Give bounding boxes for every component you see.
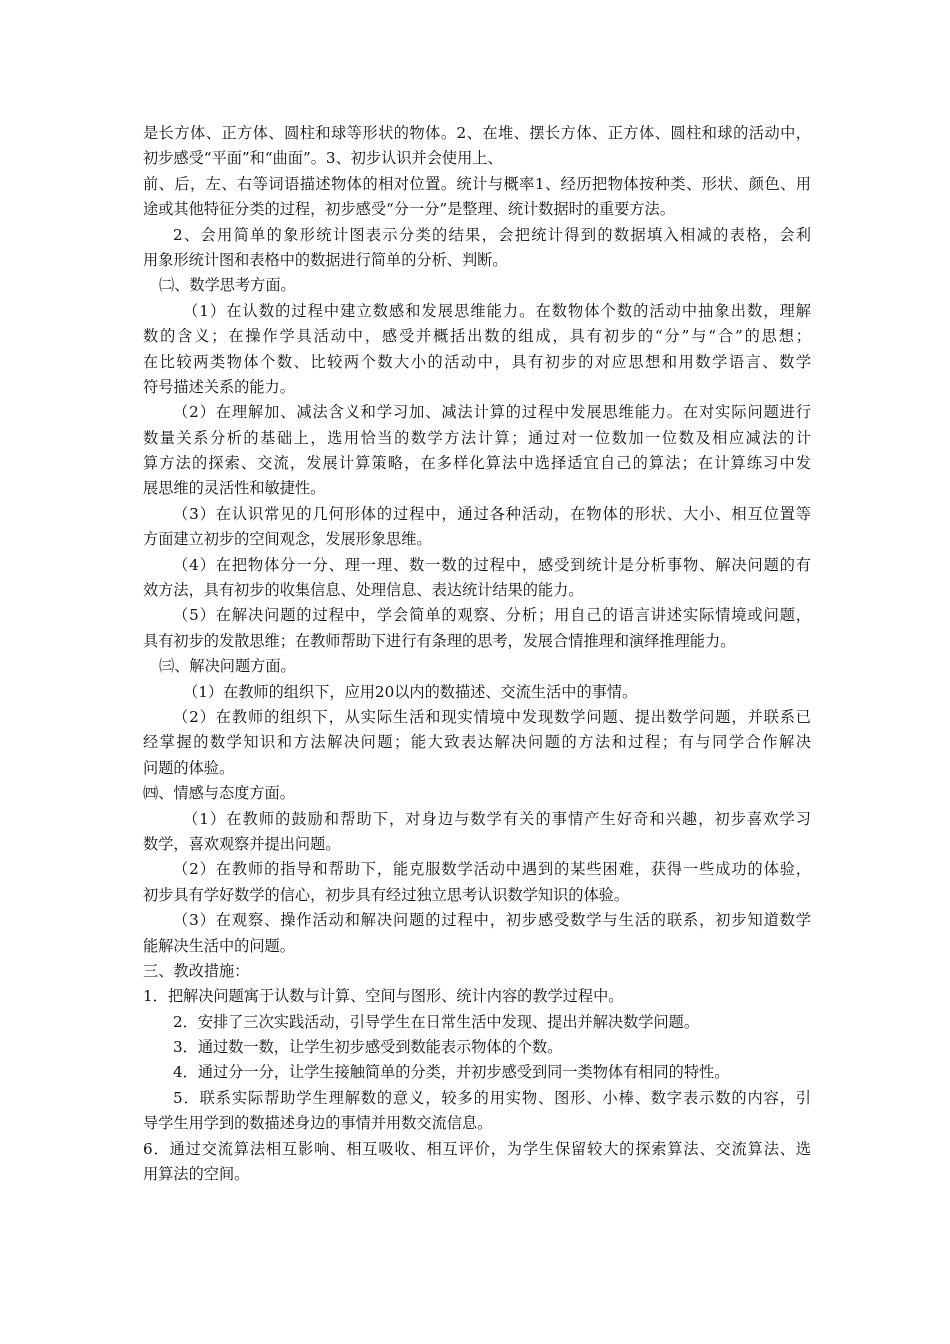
text-line: 三、教改措施： bbox=[143, 961, 250, 980]
text-line: 途或其他特征分类的过程，初步感受“分一分”是整理、统计数据时的重要方法。 bbox=[143, 200, 675, 219]
text-line: 2．安排了三次实践活动，引导学生在日常生活中发现、提出并解决数学问题。 bbox=[173, 1012, 700, 1031]
text-line: 前、后，左、右等词语描述物体的相对位置。统计与概率1、经历把物体按种类、形状、颜色、用 bbox=[143, 174, 811, 193]
text-line: 数学，喜欢观察并提出问题。 bbox=[143, 834, 341, 853]
text-line: 6．通过交流算法相互影响、相互吸收、相互评价，为学生保留较大的探索算法、交流算法、选 bbox=[143, 1139, 811, 1158]
text-line: 是长方体、正方体、圆柱和球等形状的物体。2、在堆、摆长方体、正方体、圆柱和球的活动中， bbox=[143, 124, 811, 142]
text-line: 在比较两类物体个数、比较两个数大小的活动中，具有初步的对应思想和用数学语言、数学 bbox=[143, 352, 811, 371]
text-line: （2）在教师的指导和帮助下，能克服数学活动中遇到的某些困难，获得一些成功的体验， bbox=[173, 860, 811, 879]
text-line: 效方法，具有初步的收集信息、处理信息、表达统计结果的能力。 bbox=[143, 581, 584, 600]
text-line: （1）在教师的鼓励和帮助下，对身边与数学有关的事情产生好奇和兴趣，初步喜欢学习 bbox=[183, 809, 811, 828]
text-line: ㈢、解决问题方面。 bbox=[159, 657, 296, 676]
text-line: 2、会用简单的象形统计图表示分类的结果，会把统计得到的数据填入相减的表格，会利 bbox=[173, 225, 811, 244]
text-line: （2）在理解加、减法含义和学习加、减法计算的过程中发展思维能力。在对实际问题进行 bbox=[173, 403, 811, 422]
text-line: 数量关系分析的基础上，选用恰当的数学方法计算；通过对一位数加一位数及相应减法的计 bbox=[143, 428, 811, 447]
text-line: 用象形统计图和表格中的数据进行简单的分析、判断。 bbox=[143, 250, 508, 269]
text-line: （3）在观察、操作活动和解决问题的过程中，初步感受数学与生活的联系，初步知道数学 bbox=[173, 911, 811, 930]
text-line: 算方法的探索、交流，发展计算策略，在多样化算法中选择适宜自己的算法；在计算练习中发 bbox=[143, 454, 811, 473]
text-line: ㈡、数学思考方面。 bbox=[159, 276, 296, 295]
text-line: （5）在解决问题的过程中，学会简单的观察、分析；用自己的语言讲述实际情境或问题， bbox=[173, 606, 811, 625]
text-line: 4．通过分一分，让学生接触简单的分类，并初步感受到同一类物体有相同的特性。 bbox=[173, 1063, 730, 1082]
text-line: 能解决生活中的问题。 bbox=[143, 936, 295, 955]
text-line: 数的含义；在操作学具活动中，感受并概括出数的组成，具有初步的“分”与“合”的思想； bbox=[143, 327, 811, 346]
text-line: 问题的体验。 bbox=[143, 758, 235, 777]
document-body bbox=[143, 121, 811, 1187]
text-line: 1．把解决问题寓于认数与计算、空间与图形、统计内容的教学过程中。 bbox=[143, 987, 624, 1006]
text-line: 3．通过数一数，让学生初步感受到数能表示物体的个数。 bbox=[173, 1038, 563, 1057]
text-line: 用算法的空间。 bbox=[143, 1165, 250, 1184]
text-line: 5．联系实际帮助学生理解数的意义，较多的用实物、图形、小棒、数字表示数的内容，引 bbox=[173, 1088, 811, 1107]
text-line: （3）在认识常见的几何形体的过程中，通过各种活动，在物体的形状、大小、相互位置等 bbox=[173, 504, 811, 523]
text-line: 经掌握的数学知识和方法解决问题；能大致表达解决问题的方法和过程；有与同学合作解决 bbox=[143, 733, 811, 752]
text-line: 具有初步的发散思维；在教师帮助下进行有条理的思考，发展合情推理和演绎推理能力。 bbox=[143, 631, 736, 650]
text-line: 导学生用学到的数描述身边的事情并用数交流信息。 bbox=[143, 1114, 493, 1133]
text-line: 初步具有学好数学的信心，初步具有经过独立思考认识数学知识的体验。 bbox=[143, 885, 629, 904]
text-line: （1）在认数的过程中建立数感和发展思维能力。在数物体个数的活动中抽象出数，理解 bbox=[183, 301, 811, 320]
text-line: （4）在把物体分一分、理一理、数一数的过程中，感受到统计是分析事物、解决问题的有 bbox=[173, 555, 811, 574]
text-line: （1）在教师的组织下，应用20以内的数描述、交流生活中的事情。 bbox=[183, 682, 638, 701]
text-line: 展思维的灵活性和敏捷性。 bbox=[143, 479, 326, 498]
text-line: （2）在教师的组织下，从实际生活和现实情境中发现数学问题、提出数学问题，并联系已 bbox=[173, 707, 811, 726]
text-line: 初步感受“平面”和“曲面”。3、初步认识并会使用上、 bbox=[143, 149, 503, 168]
text-line: 方面建立初步的空间观念，发展形象思维。 bbox=[143, 530, 432, 549]
text-line: ㈣、情感与态度方面。 bbox=[143, 784, 295, 803]
text-line: 符号描述关系的能力。 bbox=[143, 377, 295, 396]
